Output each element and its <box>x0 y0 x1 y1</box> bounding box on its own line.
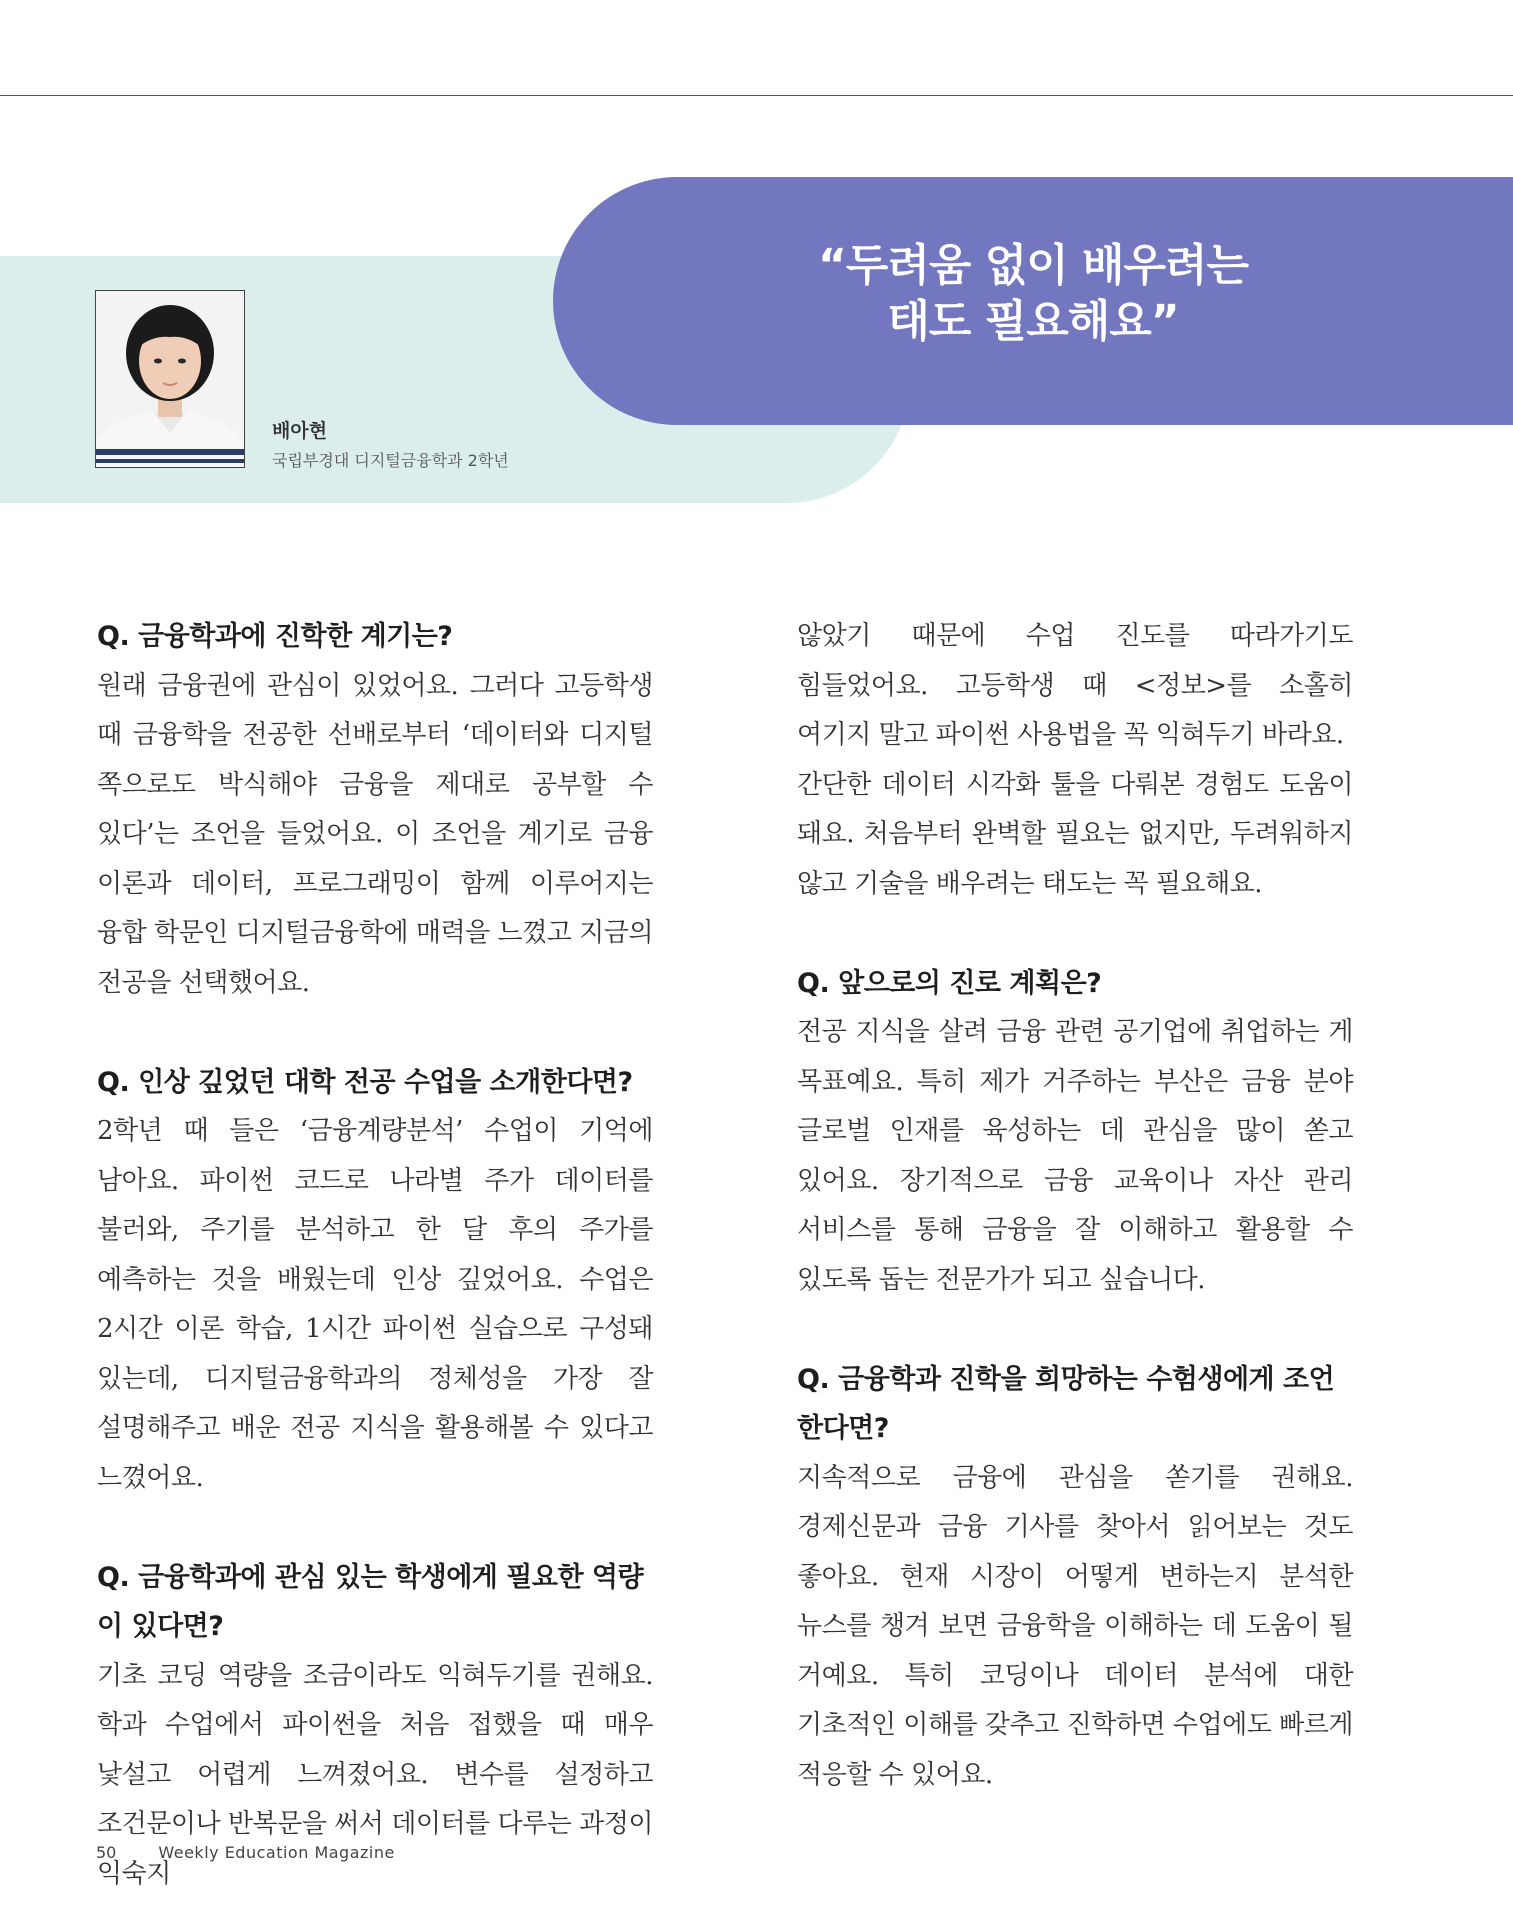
answer-3-paragraph-2: 간단한 데이터 시각화 툴을 다뤄본 경험도 도움이 돼요. 처음부터 완벽할 필요는 없지만, 두려워하지 않고 기술을 배우려는 태도는 꼭 필요해요. <box>797 769 1353 899</box>
question-3: Q. 금융학과에 관심 있는 학생에게 필요한 역량이 있다면? <box>97 1561 644 1642</box>
answer-5: 지속적으로 금융에 관심을 쏟기를 권해요. 경제신문과 금융 기사를 찾아서 읽어보는 것도 좋아요. 현재 시장이 어떻게 변하는지 분석한 뉴스를 챙겨 보면 금융학을 이해하는 데 도움이 될 거예요. 특히 코딩이나 데이터 분석에 대한 기초적인 이해를 갖추고 진학하면 수업에도 빠르게 적응할 수 있어요. <box>797 1462 1353 1790</box>
top-rule <box>0 95 1513 96</box>
profile-name: 배아현 <box>272 420 328 442</box>
magazine-name: Weekly Education Magazine <box>158 1843 395 1862</box>
profile-photo <box>95 290 245 468</box>
answer-1: 원래 금융권에 관심이 있었어요. 그러다 고등학생 때 금융학을 전공한 선배로부터 ‘데이터와 디지털 쪽으로도 박식해야 금융을 제대로 공부할 수 있다’는 조언을 들었어요. 이 조언을 계기로 금융 이론과 데이터, 프로그래밍이 함께 이루어지는 융합 학문인 디지털금융학에 매력을 느꼈고 지금의 전공을 선택했어요. <box>97 670 653 998</box>
answer-2: 2학년 때 들은 ‘금융계량분석’ 수업이 기억에 남아요. 파이썬 코드로 나라별 주가 데이터를 불러와, 주기를 분석하고 한 달 후의 주가를 예측하는 것을 배웠는데 인상 깊었어요. 수업은 2시간 이론 학습, 1시간 파이썬 실습으로 구성돼 있는데, 디지털금융학과의 정체성을 가장 잘 설명해주고 배운 전공 지식을 활용해볼 수 있다고 느꼈어요. <box>97 1116 653 1493</box>
profile-affiliation: 국립부경대 디지털금융학과 2학년 <box>272 451 509 470</box>
answer-3: 기초 코딩 역량을 조금이라도 익혀두기를 권해요. 학과 수업에서 파이썬을 처음 접했을 때 매우 낯설고 어렵게 느껴졌어요. 변수를 설정하고 조건문이나 반복문을 써서 데이터를 다루는 과정이 익숙지 <box>97 1660 653 1889</box>
column-right <box>797 612 1353 1800</box>
pull-quote-line2: 태도 필요해요” <box>887 296 1179 347</box>
question-4: Q. 앞으로의 진로 계획은? <box>797 967 1102 999</box>
page-number: 50 <box>96 1843 117 1862</box>
portrait-image <box>96 291 244 467</box>
question-2: Q. 인상 깊었던 대학 전공 수업을 소개한다면? <box>97 1066 633 1098</box>
pull-quote-line1: “두려움 없이 배우려는 <box>817 240 1249 291</box>
question-5: Q. 금융학과 진학을 희망하는 수험생에게 조언한다면? <box>797 1363 1335 1444</box>
column-left <box>97 612 653 1899</box>
page-footer <box>96 1843 395 1862</box>
question-1: Q. 금융학과에 진학한 계기는? <box>97 621 453 652</box>
answer-4: 전공 지식을 살려 금융 관련 공기업에 취업하는 게 목표예요. 특히 제가 거주하는 부산은 금융 분야 글로벌 인재를 육성하는 데 관심을 많이 쏟고 있어요. 장기적으로 금융 교육이나 자산 관리 서비스를 통해 금융을 잘 이해하고 활용할 수 있도록 돕는 전문가가 되고 싶습니다. <box>797 1017 1353 1295</box>
pull-quote <box>553 238 1513 350</box>
answer-3-continued: 않았기 때문에 수업 진도를 따라가기도 힘들었어요. 고등학생 때 <정보>를 소홀히 여기지 말고 파이썬 사용법을 꼭 익혀두기 바라요. <box>797 621 1353 750</box>
